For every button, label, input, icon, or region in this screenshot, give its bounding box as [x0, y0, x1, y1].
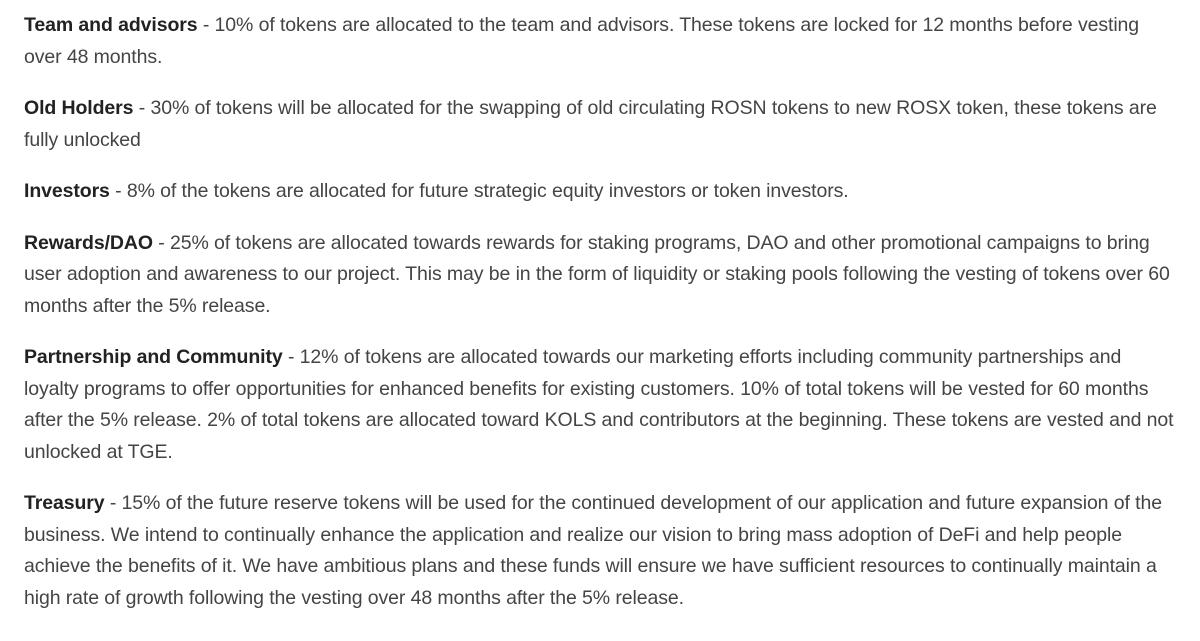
section-term: Investors	[24, 180, 110, 202]
section-text: - 30% of tokens will be allocated for the swapping of old circulating ROSN tokens to new ROSX token, these tokens are fully unlocked	[24, 97, 1157, 151]
section-term: Rewards/DAO	[24, 231, 153, 254]
section-treasury	[24, 488, 1174, 614]
section-term: Partnership and Community	[24, 346, 283, 368]
section-text: - 15% of the future reserve tokens will be used for the continued development of our application and future expansion of the business. We intend to continually enhance the application and realize our vision to bring mass adoption of DeFi and help people achieve the benefits of it. We have ambitious plans and these funds will ensure we have sufficient resources to continually maintain a high rate of growth following the vesting over 48 months after the 5% release.	[24, 492, 1162, 609]
section-text: - 12% of tokens are allocated towards our marketing efforts including community partnerships and loyalty programs to offer opportunities for enhanced benefits for existing customers. 10% of total tokens will be vested for 60 months after the 5% release. 2% of total tokens are allocated toward KOLS and contributors at the beginning. These tokens are vested and not unlocked at TGE.	[24, 346, 1174, 463]
section-term: Old Holders	[24, 97, 134, 119]
section-text: - 25% of tokens are allocated towards rewards for staking programs, DAO and other promotional campaigns to bring user adoption and awareness to our project. This may be in the form of liquidity or staking pools following the vesting of tokens over 60 months after the 5% release.	[24, 231, 1170, 317]
section-term: Treasury	[24, 492, 105, 514]
section-team-and-advisors	[24, 10, 1174, 73]
section-investors	[24, 176, 1174, 208]
section-text: - 8% of the tokens are allocated for future strategic equity investors or token investors.	[109, 180, 849, 202]
section-old-holders	[24, 93, 1174, 156]
section-text: - 10% of tokens are allocated to the team and advisors. These tokens are locked for 12 months before vesting over 48 months.	[24, 14, 1140, 68]
section-partnership-and-community	[24, 342, 1174, 468]
section-term: Team and advisors	[24, 14, 198, 36]
token-allocation-text	[24, 10, 1174, 634]
section-rewards-dao	[24, 228, 1174, 323]
